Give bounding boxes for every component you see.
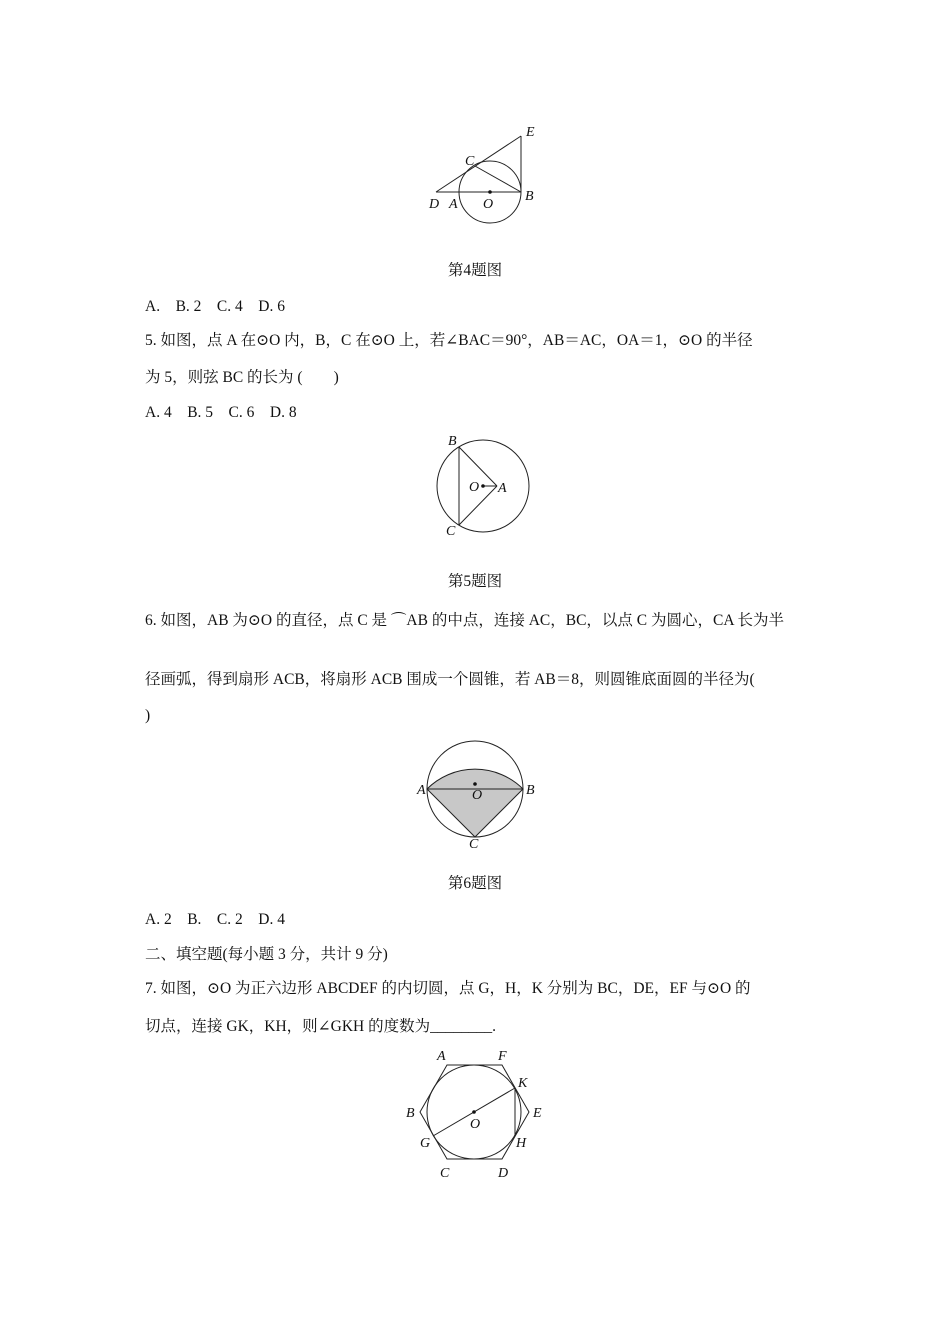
label-o: O — [469, 480, 480, 495]
label-b: B — [406, 1106, 415, 1121]
q7-text-line1: 7. 如图，⊙O 为正六边形 ABCDEF 的内切圆，点 G，H，K 分别为 BC，DE，EF 与⊙O 的 — [145, 980, 751, 997]
label-e: E — [533, 1106, 542, 1121]
figure-5 — [437, 434, 529, 539]
label-a: A — [417, 783, 426, 798]
label-d: D — [498, 1166, 509, 1181]
q6-text-line1: 6. 如图，AB 为⊙O 的直径，点 C 是 ⌒AB 的中点，连接 AC，BC，以点 C 为圆心，CA 长为半 — [145, 612, 785, 629]
label-b: B — [525, 189, 534, 204]
figure-4-caption: 第4题图 — [447, 262, 503, 279]
label-b: B — [448, 434, 457, 449]
q6-text-line3: ) — [145, 707, 151, 724]
label-a: A — [498, 481, 507, 496]
figure-6-caption: 第6题图 — [447, 875, 503, 892]
q4-options: A. B. 2 C. 4 D. 6 — [145, 298, 285, 315]
figure-5-caption: 第5题图 — [447, 573, 503, 590]
label-o: O — [483, 197, 494, 212]
label-e: E — [526, 125, 535, 140]
label-c: C — [446, 524, 456, 539]
label-g: G — [420, 1136, 431, 1151]
q5-text-line2: 为 5，则弦 BC 的长为 ( ) — [145, 369, 339, 386]
label-a: A — [437, 1049, 446, 1064]
label-c: C — [440, 1166, 450, 1181]
label-a: A — [449, 197, 458, 212]
q6-text-line2: 径画弧，得到扇形 ACB，将扇形 ACB 围成一个圆锥，若 AB＝8，则圆锥底面圆的半径为( — [145, 671, 755, 688]
section-2-heading: 二、填空题(每小题 3 分，共计 9 分) — [145, 946, 388, 963]
label-f: F — [498, 1049, 507, 1064]
label-o: O — [470, 1117, 481, 1132]
figure-6 — [416, 741, 535, 852]
label-b: B — [526, 783, 535, 798]
label-k: K — [518, 1076, 528, 1091]
label-h: H — [516, 1136, 527, 1151]
label-d: D — [429, 197, 440, 212]
label-c: C — [469, 837, 479, 852]
figure-7 — [406, 1049, 542, 1181]
label-o: O — [472, 788, 483, 803]
q5-options: A. 4 B. 5 C. 6 D. 8 — [145, 404, 297, 421]
q5-text-line1: 5. 如图，点 A 在⊙O 内，B，C 在⊙O 上，若∠BAC＝90°，AB＝AC，OA＝1，⊙O 的半径 — [145, 332, 753, 349]
label-c: C — [465, 154, 475, 169]
q6-options: A. 2 B. C. 2 D. 4 — [145, 911, 285, 928]
q7-text-line2: 切点，连接 GK，KH，则∠GKH 的度数为________. — [145, 1018, 496, 1035]
